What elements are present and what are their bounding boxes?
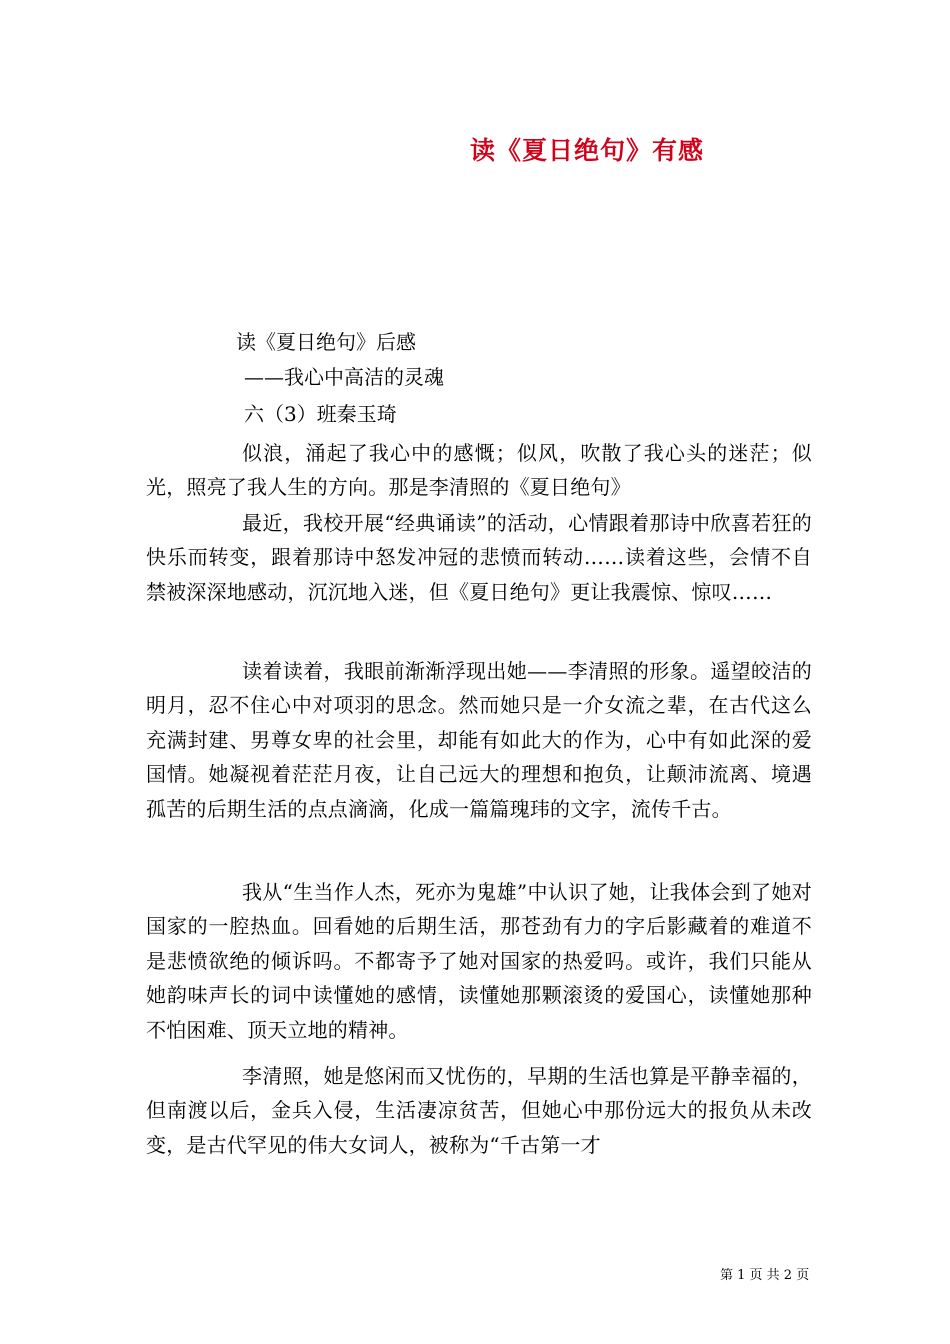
paragraph-4: 我从“生当作人杰，死亦为鬼雄”中认识了她，让我体会到了她对国家的一腔热血。回看她的后期生活，那苍劲有力的字后影藏着的难道不是悲愤欲绝的倾诉吗。不都寄予了她对国家的热爱吗。或许，我们只能从她韵味声长的词中读懂她的感情，读懂她那颗滚烫的爱国心，读懂她那种不怕困难、顶天立地的精神。 [146,880,812,1042]
article-author: 六（3）班秦玉琦 [244,402,397,426]
page-footer: 第 1 页 共 2 页 [720,1268,810,1283]
document-title: 读《夏日绝句》有感 [470,136,705,165]
paragraph-2: 最近，我校开展“经典诵读”的活动，心情跟着那诗中欣喜若狂的快乐而转变，跟着那诗中怒发冲冠的悲愤而转动……读着这些，会情不自禁被深深地感动，沉沉地入迷，但《夏日绝句》更让我震惊、惊叹…… [146,511,812,604]
article-subtitle: ——我心中高洁的灵魂 [244,365,444,389]
paragraph-3: 读着读着，我眼前渐渐浮现出她——李清照的形象。遥望皎洁的明月，忍不住心中对项羽的思念。然而她只是一介女流之辈，在古代这么充满封建、男尊女卑的社会里，却能有如此大的作为，心中有如此深的爱国情。她凝视着茫茫月夜，让自己远大的理想和抱负，让颠沛流离、境遇孤苦的后期生活的点点滴滴，化成一篇篇瑰玮的文字，流传千古。 [146,659,812,821]
article-heading: 读《夏日绝句》后感 [236,330,416,354]
paragraph-5: 李清照，她是悠闲而又忧伤的，早期的生活也算是平静幸福的，但南渡以后，金兵入侵，生活凄凉贫苦，但她心中那份远大的报负从未改变，是古代罕见的伟大女词人，被称为“千古第一才 [146,1064,812,1157]
paragraph-1: 似浪，涌起了我心中的感慨；似风，吹散了我心头的迷茫；似光，照亮了我人生的方向。那是李清照的《夏日绝句》 [146,441,812,500]
